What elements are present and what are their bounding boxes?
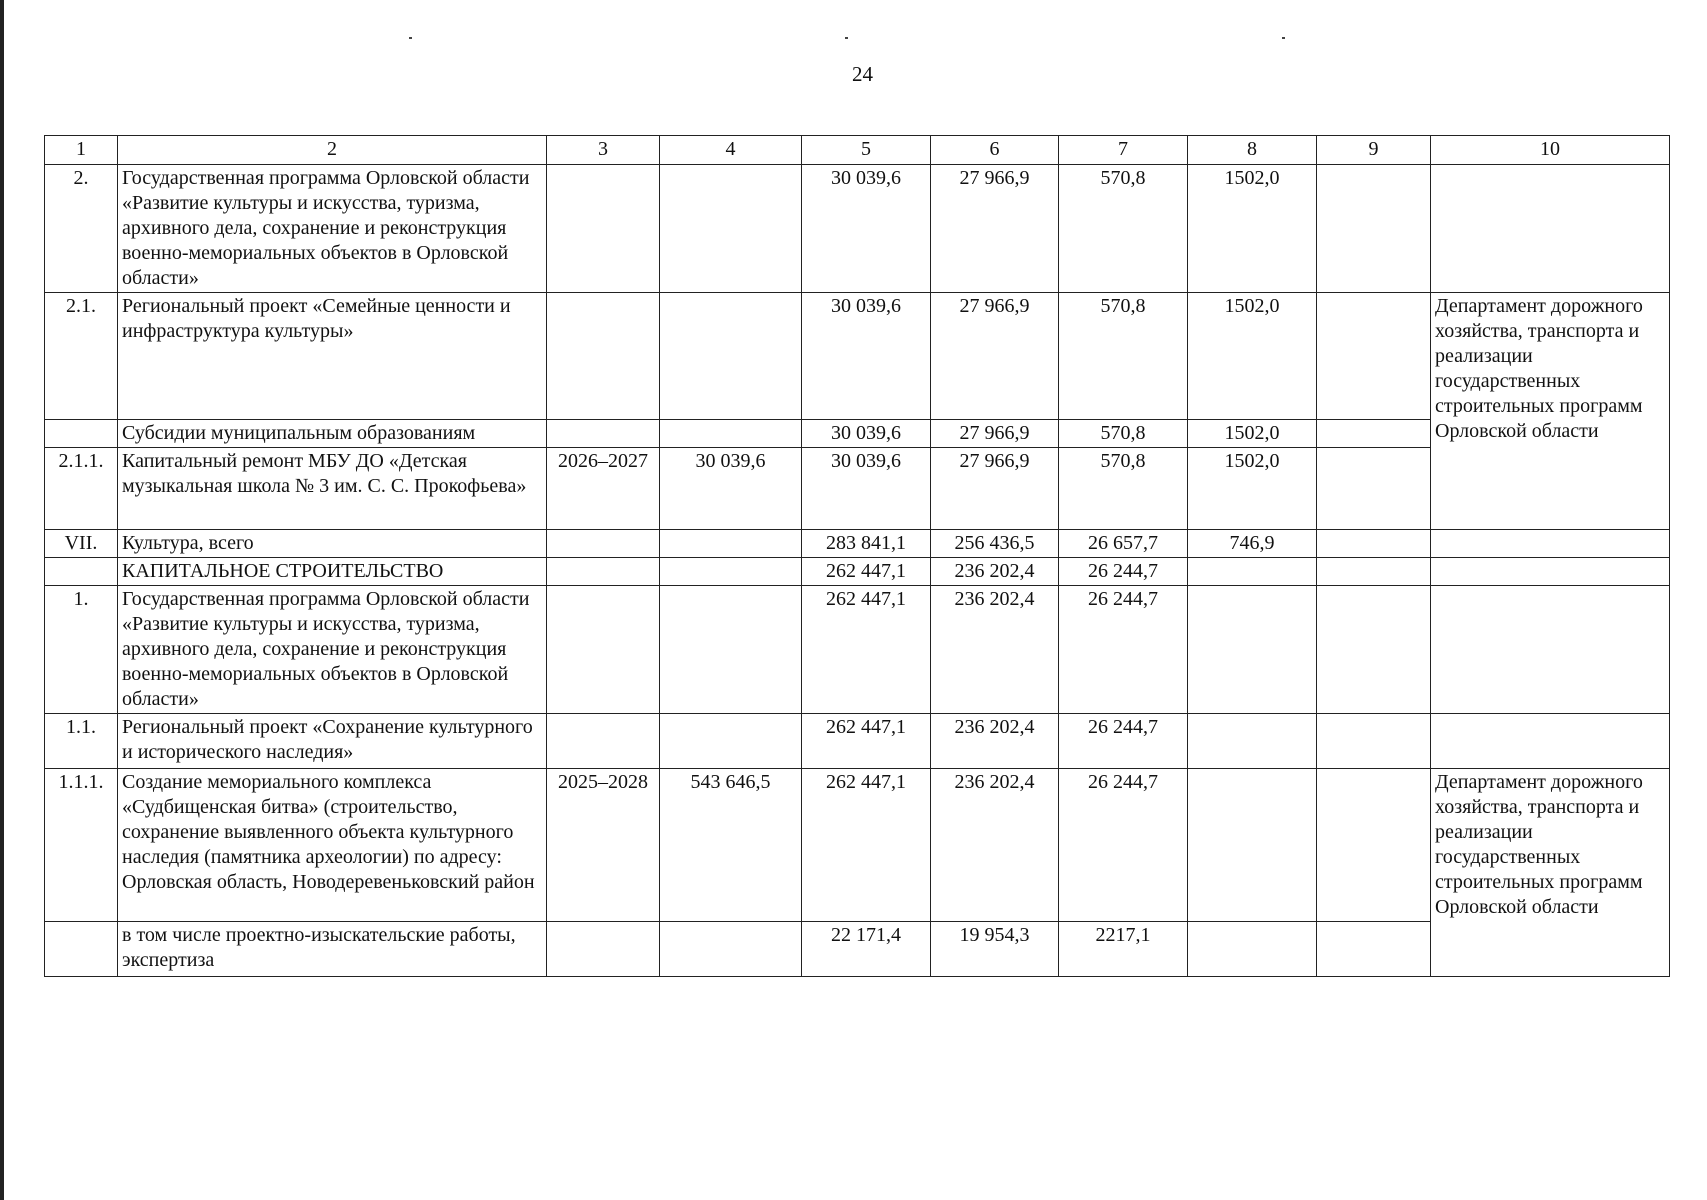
cell-number [45, 558, 118, 586]
column-number: 9 [1317, 136, 1431, 165]
cell-federal: 236 202,4 [931, 586, 1059, 714]
cell-period: 2026–2027 [547, 448, 660, 530]
cell-regional: 570,8 [1059, 293, 1188, 420]
cell-local: 1502,0 [1188, 448, 1317, 530]
column-number: 3 [547, 136, 660, 165]
cell-regional: 26 657,7 [1059, 530, 1188, 558]
cell-regional: 570,8 [1059, 165, 1188, 293]
column-number: 6 [931, 136, 1059, 165]
column-number: 7 [1059, 136, 1188, 165]
cell-regional: 26 244,7 [1059, 558, 1188, 586]
cell-total: 22 171,4 [802, 922, 931, 977]
cell-federal: 27 966,9 [931, 165, 1059, 293]
cell-total: 30 039,6 [802, 420, 931, 448]
cell-name: Региональный проект «Сохранение культурного и исторического наследия» [118, 714, 547, 769]
cell-period [547, 420, 660, 448]
cell-period [547, 558, 660, 586]
cell-other [1317, 448, 1431, 530]
cell-number: 2.1.1. [45, 448, 118, 530]
cell-total: 262 447,1 [802, 769, 931, 922]
cell-total: 262 447,1 [802, 586, 931, 714]
scan-speck [1282, 37, 1285, 39]
cell-responsible [1431, 586, 1670, 714]
cell-other [1317, 769, 1431, 922]
cell-period [547, 922, 660, 977]
cell-cost [660, 420, 802, 448]
column-number: 10 [1431, 136, 1670, 165]
cell-local [1188, 769, 1317, 922]
cell-local [1188, 558, 1317, 586]
cell-total: 262 447,1 [802, 714, 931, 769]
cell-federal: 27 966,9 [931, 448, 1059, 530]
cell-number: 1. [45, 586, 118, 714]
page-left-edge [0, 0, 4, 1200]
cell-regional: 26 244,7 [1059, 714, 1188, 769]
cell-cost [660, 530, 802, 558]
cell-number: 2.1. [45, 293, 118, 420]
cell-name: Создание мемориального комплекса «Судбищенская битва» (строительство, сохранение выявленного объекта культурного наследия (памятника археологии) по адресу: Орловская область, Новодеревеньковский район [118, 769, 547, 922]
cell-federal: 19 954,3 [931, 922, 1059, 977]
cell-total: 262 447,1 [802, 558, 931, 586]
cell-local: 1502,0 [1188, 165, 1317, 293]
column-number: 2 [118, 136, 547, 165]
budget-table [44, 135, 1670, 977]
cell-name: КАПИТАЛЬНОЕ СТРОИТЕЛЬСТВО [118, 558, 547, 586]
cell-name: Государственная программа Орловской области «Развитие культуры и искусства, туризма, архивного дела, сохранение и реконструкция военно-мемориальных объектов в Орловской области» [118, 586, 547, 714]
table-row [45, 586, 1670, 714]
cell-cost [660, 165, 802, 293]
scan-speck [845, 37, 848, 39]
column-number: 4 [660, 136, 802, 165]
cell-local: 1502,0 [1188, 293, 1317, 420]
page-number: 24 [852, 62, 873, 86]
cell-cost: 30 039,6 [660, 448, 802, 530]
cell-federal: 256 436,5 [931, 530, 1059, 558]
cell-cost [660, 558, 802, 586]
cell-regional: 570,8 [1059, 448, 1188, 530]
cell-total: 30 039,6 [802, 293, 931, 420]
cell-federal: 236 202,4 [931, 769, 1059, 922]
cell-regional: 26 244,7 [1059, 769, 1188, 922]
column-number: 5 [802, 136, 931, 165]
cell-other [1317, 420, 1431, 448]
cell-other [1317, 586, 1431, 714]
table-row [45, 448, 1670, 530]
cell-local [1188, 586, 1317, 714]
cell-period [547, 586, 660, 714]
column-number-row [45, 136, 1670, 165]
cell-name: Культура, всего [118, 530, 547, 558]
cell-other [1317, 714, 1431, 769]
cell-period: 2025–2028 [547, 769, 660, 922]
cell-responsible [1431, 530, 1670, 558]
cell-other [1317, 293, 1431, 420]
cell-responsible [1431, 714, 1670, 769]
cell-number: 2. [45, 165, 118, 293]
cell-responsible [1431, 558, 1670, 586]
cell-responsible: Департамент дорожного хозяйства, транспорта и реализации государственных строительных программ Орловской области [1431, 769, 1670, 977]
cell-period [547, 165, 660, 293]
table-row [45, 769, 1670, 922]
cell-cost [660, 293, 802, 420]
column-number: 8 [1188, 136, 1317, 165]
cell-regional: 570,8 [1059, 420, 1188, 448]
cell-number [45, 922, 118, 977]
table-row [45, 714, 1670, 769]
cell-cost [660, 922, 802, 977]
cell-number: 1.1.1. [45, 769, 118, 922]
cell-other [1317, 558, 1431, 586]
cell-other [1317, 165, 1431, 293]
cell-regional: 26 244,7 [1059, 586, 1188, 714]
cell-responsible: Департамент дорожного хозяйства, транспорта и реализации государственных строительных программ Орловской области [1431, 293, 1670, 530]
table-row [45, 165, 1670, 293]
cell-other [1317, 530, 1431, 558]
cell-total: 30 039,6 [802, 448, 931, 530]
cell-cost [660, 714, 802, 769]
table-row [45, 558, 1670, 586]
cell-local [1188, 714, 1317, 769]
cell-name: Субсидии муниципальным образованиям [118, 420, 547, 448]
cell-period [547, 530, 660, 558]
cell-federal: 236 202,4 [931, 714, 1059, 769]
cell-other [1317, 922, 1431, 977]
column-number: 1 [45, 136, 118, 165]
cell-local [1188, 922, 1317, 977]
cell-total: 283 841,1 [802, 530, 931, 558]
cell-local: 1502,0 [1188, 420, 1317, 448]
cell-responsible [1431, 165, 1670, 293]
cell-name: Капитальный ремонт МБУ ДО «Детская музыкальная школа № 3 им. С. С. Прокофьева» [118, 448, 547, 530]
cell-name: в том числе проектно-изыскательские работы, экспертиза [118, 922, 547, 977]
cell-number: VII. [45, 530, 118, 558]
cell-local: 746,9 [1188, 530, 1317, 558]
cell-name: Региональный проект «Семейные ценности и инфраструктура культуры» [118, 293, 547, 420]
cell-federal: 27 966,9 [931, 293, 1059, 420]
scan-speck [409, 37, 412, 39]
cell-federal: 27 966,9 [931, 420, 1059, 448]
cell-number: 1.1. [45, 714, 118, 769]
table-row [45, 530, 1670, 558]
table-row [45, 922, 1670, 977]
cell-period [547, 293, 660, 420]
table-row [45, 420, 1670, 448]
cell-regional: 2217,1 [1059, 922, 1188, 977]
cell-name: Государственная программа Орловской области «Развитие культуры и искусства, туризма, архивного дела, сохранение и реконструкция военно-мемориальных объектов в Орловской области» [118, 165, 547, 293]
cell-federal: 236 202,4 [931, 558, 1059, 586]
table-row [45, 293, 1670, 420]
cell-total: 30 039,6 [802, 165, 931, 293]
cell-cost: 543 646,5 [660, 769, 802, 922]
cell-number [45, 420, 118, 448]
cell-period [547, 714, 660, 769]
cell-cost [660, 586, 802, 714]
